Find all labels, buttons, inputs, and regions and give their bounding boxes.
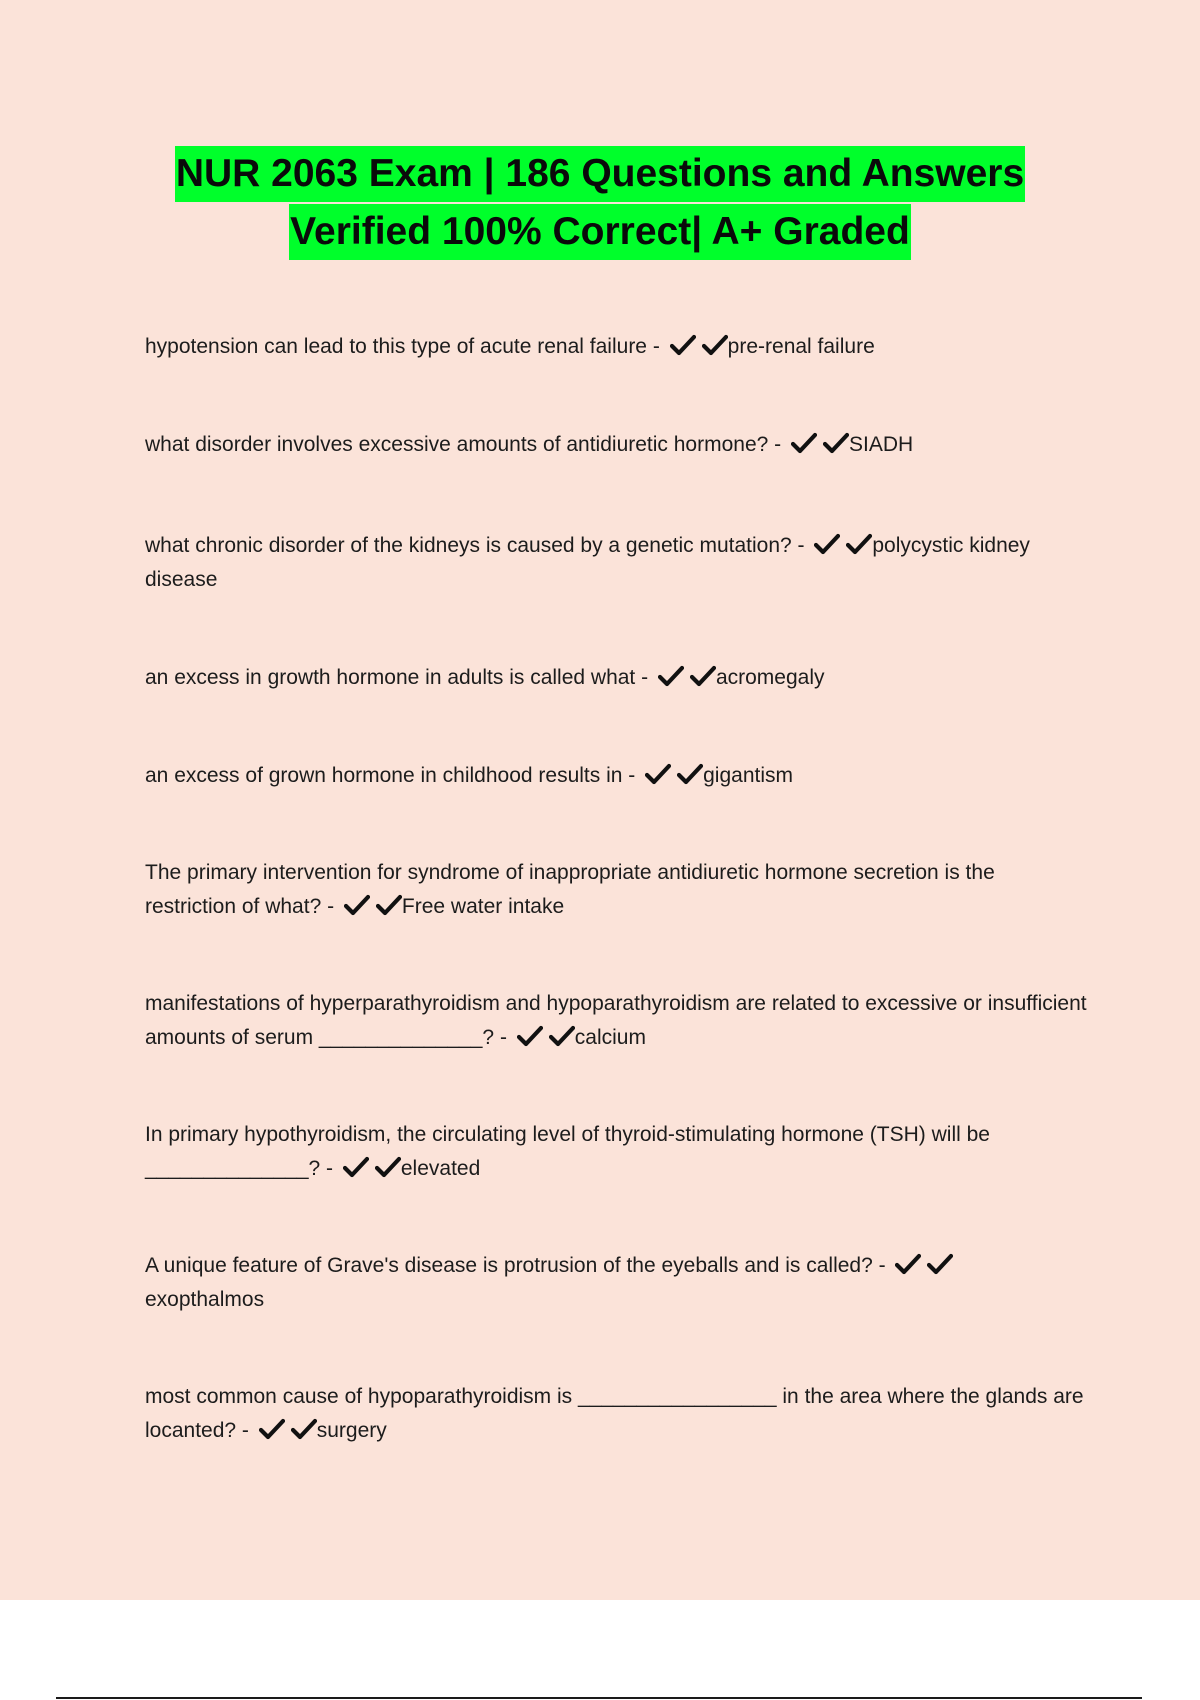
check-mark-icon — [690, 665, 716, 687]
question-text: hypotension can lead to this type of acute renal failure — [145, 335, 647, 358]
answer-text: calcium — [574, 1026, 646, 1049]
answer-separator: - — [872, 1254, 892, 1277]
check-mark-icon — [791, 432, 817, 454]
check-mark-icon — [259, 1418, 285, 1440]
answer-text: surgery — [316, 1419, 387, 1442]
check-mark-icon — [343, 1156, 369, 1178]
qa-item-8 — [145, 1118, 1090, 1186]
answer-separator: - — [622, 764, 642, 787]
question-text: what chronic disorder of the kidneys is caused by a genetic mutation? — [145, 534, 792, 557]
qa-item-2 — [145, 428, 913, 462]
answer-separator: - — [236, 1419, 255, 1442]
check-mark-icon — [376, 894, 402, 916]
answer-text: exopthalmos — [145, 1288, 265, 1311]
question-text: an excess in growth hormone in adults is called what — [145, 666, 636, 689]
check-mark-icon — [344, 894, 370, 916]
answer-text: pre-renal failure — [727, 335, 875, 358]
qa-item-3 — [145, 529, 1090, 597]
question-text: A unique feature of Grave's disease is protrusion of the eyeballs and is called? — [145, 1254, 873, 1277]
check-mark-icon — [846, 533, 872, 555]
check-mark-icon — [927, 1253, 953, 1275]
answer-separator: - — [635, 666, 654, 689]
check-mark-icon — [702, 334, 728, 356]
question-text: what disorder involves excessive amounts of antidiuretic hormone? — [145, 433, 769, 456]
question-text: The primary intervention for syndrome of inappropriate antidiuretic hormone secretion is the restriction of what? — [145, 861, 995, 918]
answer-text: elevated — [400, 1157, 481, 1180]
title-line-1: NUR 2063 Exam | 186 Questions and Answers — [175, 146, 1025, 202]
answer-separator: - — [647, 335, 666, 358]
check-mark-icon — [658, 665, 684, 687]
title-line-2: Verified 100% Correct| A+ Graded — [289, 204, 911, 260]
question-text: an excess of grown hormone in childhood results in — [145, 764, 623, 787]
qa-item-9 — [145, 1249, 965, 1317]
check-mark-icon — [677, 763, 703, 785]
answer-text: polycystic kidney disease — [145, 534, 1030, 591]
check-mark-icon — [670, 334, 696, 356]
question-text: manifestations of hyperparathyroidism and hypoparathyroidism are related to excessive or insufficient amounts of serum ______________? — [145, 992, 1087, 1049]
check-mark-icon — [291, 1418, 317, 1440]
answer-separator: - — [494, 1026, 513, 1049]
answer-text: acromegaly — [715, 666, 825, 689]
qa-item-7 — [145, 987, 1090, 1055]
question-text: In primary hypothyroidism, the circulating level of thyroid-stimulating hormone (TSH) will be ______________? — [145, 1123, 990, 1180]
answer-text: SIADH — [849, 433, 914, 456]
qa-item-10 — [145, 1380, 1090, 1448]
footer-rule — [56, 1697, 1142, 1699]
answer-text: Free water intake — [401, 895, 565, 918]
qa-item-5 — [145, 759, 793, 793]
question-text: most common cause of hypoparathyroidism is _________________ in the area where the glands are locanted? — [145, 1385, 1084, 1442]
answer-separator: - — [320, 1157, 339, 1180]
check-mark-icon — [823, 432, 849, 454]
answer-separator: - — [768, 433, 787, 456]
qa-item-1 — [145, 330, 875, 364]
qa-item-6 — [145, 856, 1090, 924]
check-mark-icon — [814, 533, 840, 555]
check-mark-icon — [895, 1253, 921, 1275]
check-mark-icon — [517, 1025, 543, 1047]
check-mark-icon — [375, 1156, 401, 1178]
qa-item-4 — [145, 661, 825, 695]
check-mark-icon — [549, 1025, 575, 1047]
document-title — [0, 146, 1200, 262]
answer-separator: - — [321, 895, 340, 918]
check-mark-icon — [645, 763, 671, 785]
answer-text: gigantism — [703, 764, 793, 787]
answer-separator: - — [791, 534, 811, 557]
